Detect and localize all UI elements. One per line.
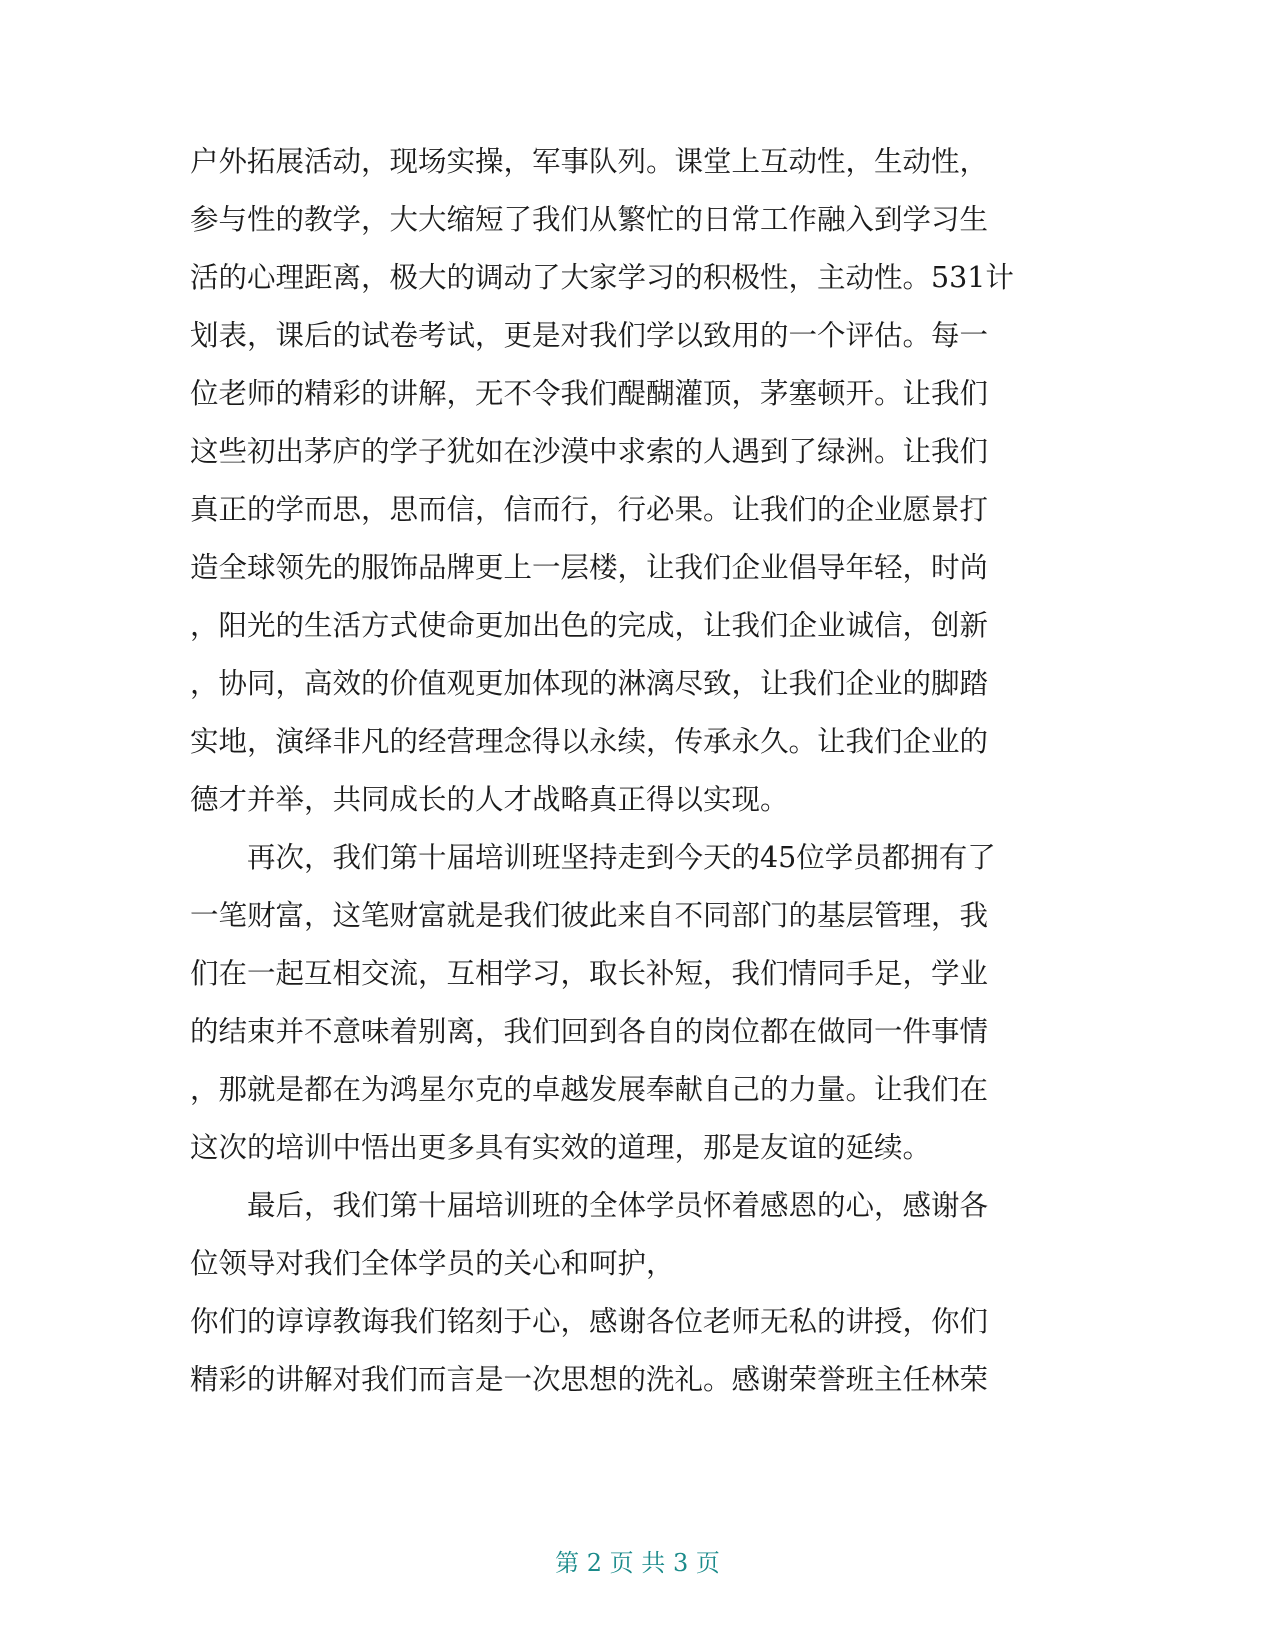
text-line: 德才并举，共同成长的人才战略真正得以实现。 [190, 783, 789, 816]
text-line: 精彩的讲解对我们而言是一次思想的洗礼。感谢荣誉班主任林荣 [190, 1363, 989, 1396]
text-line: 位领导对我们全体学员的关心和呵护， [190, 1247, 675, 1280]
text-line: 的结束并不意味着别离，我们回到各自的岗位都在做同一件事情 [190, 1015, 989, 1048]
text-line: ，协同，高效的价值观更加体现的淋漓尽致，让我们企业的脚踏 [190, 667, 989, 700]
page-number-footer: 第 2 页 共 3 页 [555, 1549, 720, 1577]
text-line: 一笔财富，这笔财富就是我们彼此来自不同部门的基层管理，我 [190, 899, 989, 932]
text-line: 划表，课后的试卷考试，更是对我们学以致用的一个评估。每一 [190, 319, 989, 352]
text-line: 位老师的精彩的讲解，无不令我们醍醐灌顶，茅塞顿开。让我们 [190, 377, 989, 410]
text-line: 活的心理距离，极大的调动了大家学习的积极性，主动性。531计 [190, 261, 1014, 294]
text-line: 这些初出茅庐的学子犹如在沙漠中求索的人遇到了绿洲。让我们 [190, 435, 989, 468]
text-line: 户外拓展活动，现场实操，军事队列。课堂上互动性，生动性， [190, 145, 989, 178]
text-line: 这次的培训中悟出更多具有实效的道理，那是友谊的延续。 [190, 1131, 932, 1164]
text-line: 参与性的教学，大大缩短了我们从繁忙的日常工作融入到学习生 [190, 203, 989, 236]
text-line: 真正的学而思，思而信，信而行，行必果。让我们的企业愿景打 [190, 493, 989, 526]
text-line: 你们的谆谆教诲我们铭刻于心，感谢各位老师无私的讲授，你们 [190, 1305, 989, 1338]
text-line: 实地，演绎非凡的经营理念得以永续，传承永久。让我们企业的 [190, 725, 989, 758]
text-line: 再次，我们第十届培训班坚持走到今天的45位学员都拥有了 [190, 841, 996, 874]
text-line: ，那就是都在为鸿星尔克的卓越发展奉献自己的力量。让我们在 [190, 1073, 989, 1106]
text-line: 最后，我们第十届培训班的全体学员怀着感恩的心，感谢各 [190, 1189, 989, 1222]
text-line: 们在一起互相交流，互相学习，取长补短，我们情同手足，学业 [190, 957, 989, 990]
text-line: 造全球领先的服饰品牌更上一层楼，让我们企业倡导年轻，时尚 [190, 551, 989, 584]
text-line: ，阳光的生活方式使命更加出色的完成，让我们企业诚信，创新 [190, 609, 989, 642]
